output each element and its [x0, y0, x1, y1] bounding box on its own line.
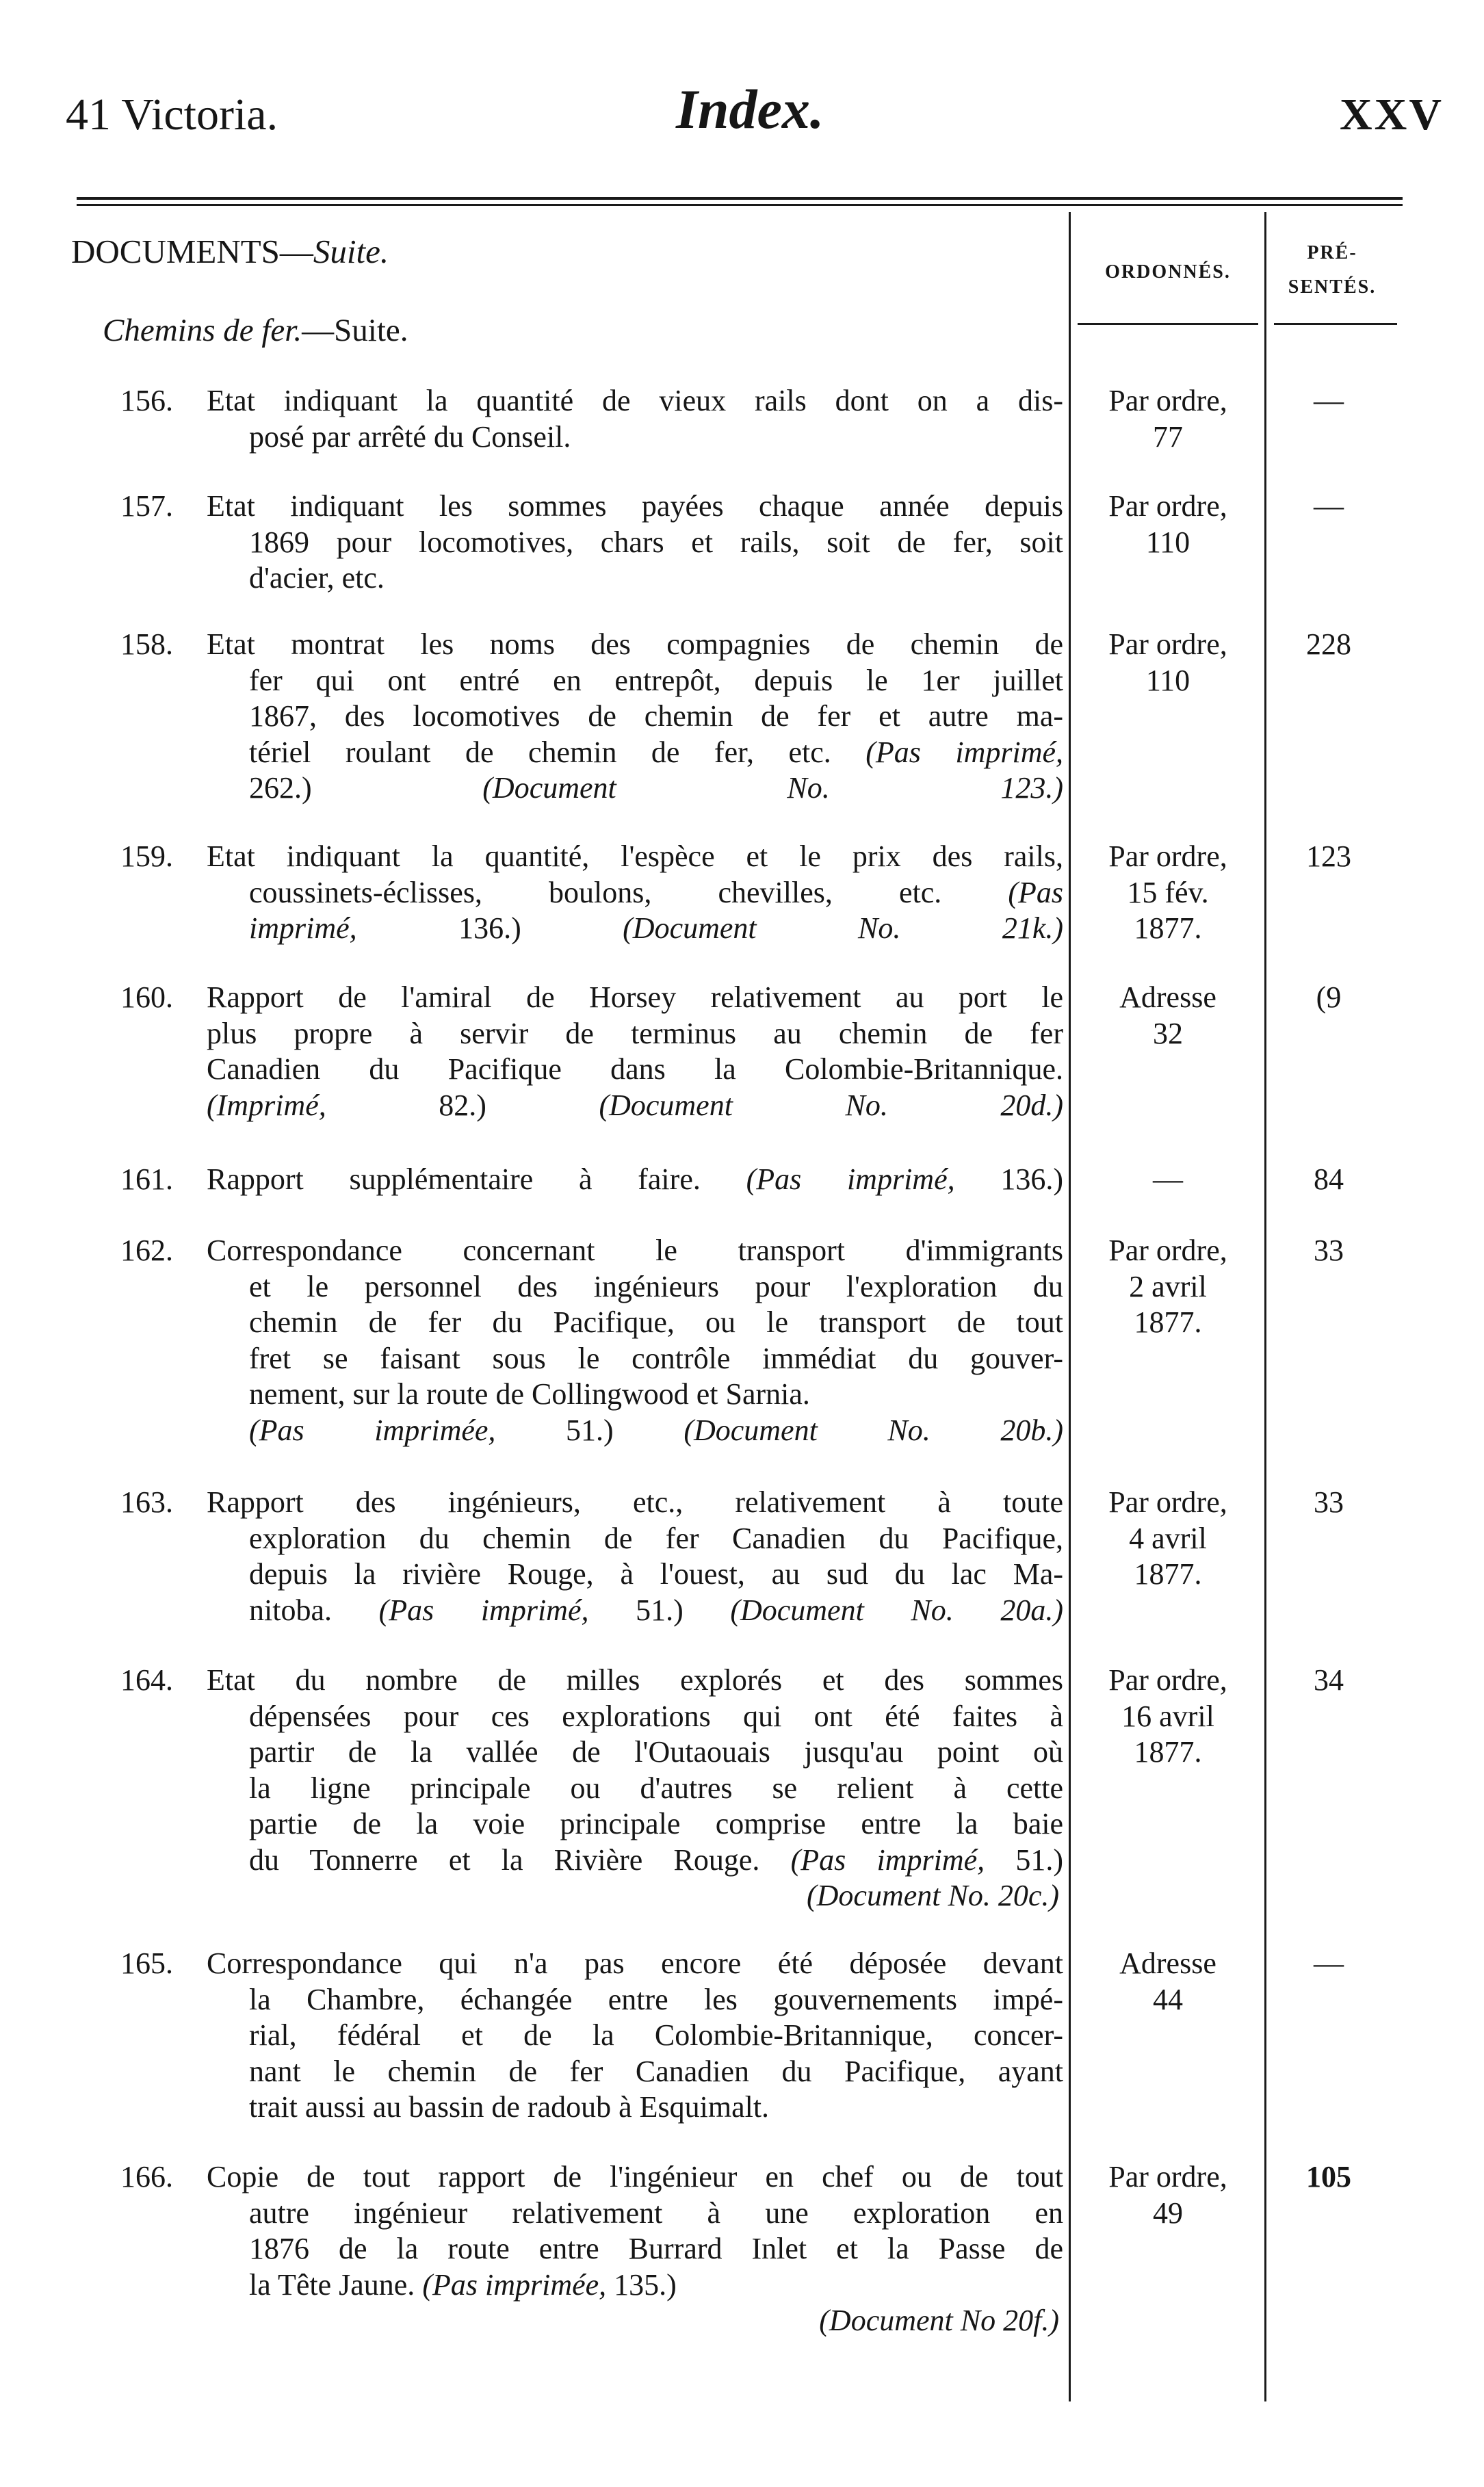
ordered-line: Par ordre,: [1108, 839, 1227, 873]
entry-line: Etat indiquant les sommes payées chaque année depuis: [207, 489, 1063, 523]
entry-line: posé par arrêté du Conseil.: [249, 419, 571, 454]
entry-note: (Imprimé,: [207, 1088, 326, 1122]
column-header-rule-presented: [1274, 323, 1397, 325]
document-reference: (Document No. 20b.): [684, 1413, 1063, 1447]
presented-cell-162: 33: [1314, 1234, 1344, 1267]
ordered-line: 15 fév.: [1127, 875, 1209, 909]
entry-line: [207, 1413, 1063, 1449]
entry-note-number: 51.): [1015, 1843, 1064, 1877]
entry-line: Etat indiquant la quantité de vieux rails dont on a dis-: [207, 384, 1063, 417]
entry-line-text: Rapport supplémentaire à faire.: [207, 1162, 701, 1196]
entry-note-group: [791, 1843, 1063, 1877]
ordered-cell-158: [1078, 627, 1258, 699]
ordered-line: 110: [1145, 663, 1190, 697]
ordered-line: 32: [1153, 1016, 1183, 1050]
entry-text: [207, 1663, 1063, 1914]
entry-line: Canadien du Pacifique dans la Colombie-Britannique.: [207, 1052, 1063, 1086]
entry-line: plus propre à servir de terminus au chemin de fer: [207, 1016, 1063, 1050]
column-divider-right: [1264, 212, 1266, 2401]
entry-note-number: 135.): [614, 2267, 677, 2302]
entry-text: [207, 1162, 1063, 1198]
entry-159: [120, 839, 1063, 947]
entry-line: rial, fédéral et de la Colombie-Britannique, concer-: [249, 2018, 1063, 2052]
ordered-line: Par ordre,: [1108, 384, 1227, 417]
entry-number: 166.: [120, 2160, 173, 2193]
entry-line: partie de la voie principale comprise entre la baie: [249, 1807, 1063, 1840]
presented-cell-163: 33: [1314, 1485, 1344, 1519]
ordered-line: 77: [1153, 419, 1183, 454]
entry-note: (Pas imprimée,: [422, 2267, 607, 2302]
ordered-line: Par ordre,: [1108, 1485, 1227, 1519]
header-rule-top: [77, 197, 1403, 200]
ordered-line: 4 avril: [1129, 1521, 1207, 1555]
document-reference: (Document No. 20d.): [599, 1088, 1063, 1122]
entry-line: Etat montrat les noms des compagnies de chemin de: [207, 627, 1063, 661]
entry-line-text: nitoba.: [249, 1593, 332, 1627]
section-title: [71, 231, 389, 272]
entry-number: 157.: [120, 489, 173, 523]
ordered-line: Par ordre,: [1108, 627, 1227, 661]
entry-text: [207, 980, 1063, 1123]
entry-line: nement, sur la route de Collingwood et Sarnia.: [249, 1377, 810, 1411]
entry-164: [120, 1663, 1063, 1914]
entry-158: [120, 627, 1063, 807]
entry-157: [120, 489, 1063, 597]
entry-line: Correspondance concernant le transport d'immigrants: [207, 1234, 1063, 1267]
document-reference: (Document No 20f.): [819, 2304, 1059, 2337]
ordered-cell-166: [1078, 2159, 1258, 2231]
entry-note: (Pas imprimé,: [746, 1162, 955, 1196]
ordered-line: 1877.: [1134, 911, 1202, 945]
entry-line: la Chambre, échangée entre les gouvernements impé-: [249, 1982, 1063, 2016]
entry-number: 163.: [120, 1485, 173, 1519]
entry-line: [207, 1593, 1063, 1629]
ordered-line: 1877.: [1134, 1735, 1202, 1769]
entry-165: [120, 1946, 1063, 2126]
ordered-line: 16 avril: [1121, 1699, 1214, 1733]
document-reference: (Document No. 123.): [482, 771, 1063, 805]
ordered-line: Adresse: [1119, 980, 1216, 1014]
running-header-left: 41 Victoria.: [66, 90, 278, 140]
entry-line-text: la Tête Jaune.: [249, 2267, 415, 2302]
subsection-title-dash: —: [302, 313, 335, 348]
ordered-cell-161: [1078, 1162, 1258, 1198]
entry-line: [207, 770, 1063, 807]
presented-cell-159: 123: [1306, 839, 1351, 873]
entry-text: [207, 489, 1063, 597]
entry-line: exploration du chemin de fer Canadien du Pacifique,: [249, 1521, 1063, 1555]
ordered-cell-157: [1078, 489, 1258, 560]
entry-line: [207, 2267, 1063, 2304]
subsection-title: [103, 311, 408, 350]
presented-cell-160: (9: [1316, 980, 1342, 1014]
presented-cell-165: —: [1314, 1946, 1344, 1980]
entry-line: d'acier, etc.: [249, 561, 385, 595]
subsection-title-text: Chemins de fer.: [103, 313, 302, 348]
entry-line: autre ingénieur relativement à une exploration en: [249, 2196, 1063, 2230]
entry-line: Etat indiquant la quantité, l'espèce et le prix des rails,: [207, 839, 1063, 873]
entry-number: 161.: [120, 1162, 173, 1196]
entry-number: 159.: [120, 839, 173, 873]
entry-note: (Pas imprimé,: [865, 735, 1063, 769]
entry-line: [207, 1162, 1063, 1198]
entry-160: [120, 980, 1063, 1123]
entry-text: [207, 2159, 1063, 2339]
entry-note: (Pas imprimée,: [249, 1413, 496, 1447]
entry-line: partir de la vallée de l'Outaouais jusqu'au point où: [249, 1735, 1063, 1769]
entry-text: [207, 839, 1063, 947]
entry-line: [207, 735, 1063, 771]
entry-line: et le personnel des ingénieurs pour l'exploration du: [249, 1269, 1063, 1303]
entry-line-text: coussinets-éclisses, boulons, chevilles, etc.: [249, 875, 942, 909]
column-divider-left: [1069, 212, 1071, 2401]
entry-number: 165.: [120, 1946, 173, 1980]
entry-line: 1876 de la route entre Burrard Inlet et la Passe de: [249, 2232, 1063, 2265]
document-reference: (Document No. 20a.): [730, 1593, 1063, 1627]
entry-line: Rapport de l'amiral de Horsey relativement au port le: [207, 980, 1063, 1014]
ordered-line: Par ordre,: [1108, 489, 1227, 523]
ordered-line: —: [1153, 1162, 1183, 1196]
entry-text: [207, 627, 1063, 807]
ordered-cell-162: [1078, 1233, 1258, 1341]
ordered-cell-164: [1078, 1663, 1258, 1771]
entry-note: (Pas imprimé,: [790, 1843, 985, 1877]
entry-156: [120, 383, 1063, 455]
ordered-cell-165: [1078, 1946, 1258, 2018]
ordered-line: 1877.: [1134, 1557, 1202, 1591]
entry-text: [207, 1233, 1063, 1448]
section-title-dash: —: [279, 233, 313, 270]
entry-line: [207, 875, 1063, 911]
section-title-suite: Suite.: [313, 233, 389, 270]
entry-161: [120, 1162, 1063, 1198]
entry-number: 160.: [120, 980, 173, 1014]
page-number: XXV: [1340, 90, 1444, 140]
entry-162: [120, 1233, 1063, 1448]
ordered-line: 1877.: [1134, 1305, 1202, 1339]
entry-line: fer qui ont entré en entrepôt, depuis le 1er juillet: [249, 663, 1063, 697]
header-rule-bottom: [77, 204, 1403, 206]
entry-note-number: 51.): [566, 1413, 614, 1447]
presented-cell-156: —: [1314, 384, 1344, 417]
entry-line: Etat du nombre de milles explorés et des sommes: [207, 1663, 1063, 1697]
entry-line: [207, 911, 1063, 947]
entry-note-group: [207, 1089, 486, 1122]
ordered-line: Par ordre,: [1108, 1234, 1227, 1267]
entry-number: 164.: [120, 1663, 173, 1697]
entry-number: 162.: [120, 1234, 173, 1267]
entry-line: nant le chemin de fer Canadien du Pacifique, ayant: [249, 2054, 1063, 2088]
entry-line: Correspondance qui n'a pas encore été déposée devant: [207, 1946, 1063, 1980]
ordered-cell-160: [1078, 980, 1258, 1052]
entry-note-number: 82.): [439, 1088, 486, 1122]
entry-text: [207, 1946, 1063, 2126]
entry-number: 156.: [120, 384, 173, 417]
document-reference: (Document No. 20c.): [806, 1879, 1059, 1912]
entry-note-number: 136.): [1000, 1162, 1063, 1196]
document-reference: (Document No. 21k.): [623, 911, 1064, 945]
entry-line: 1869 pour locomotives, chars et rails, soit de fer, soit: [249, 525, 1063, 559]
presented-cell-166: 105: [1306, 2160, 1351, 2193]
column-header-presented-line2: SENTÉS.: [1288, 276, 1377, 298]
presented-cell-161: 84: [1314, 1162, 1344, 1196]
entry-text: [207, 1485, 1063, 1628]
entry-line: dépensées pour ces explorations qui ont été faites à: [249, 1699, 1063, 1733]
ordered-line: 44: [1153, 1982, 1183, 2016]
ordered-line: 2 avril: [1129, 1269, 1207, 1303]
entry-line: depuis la rivière Rouge, à l'ouest, au sud du lac Ma-: [249, 1557, 1063, 1591]
ordered-line: Adresse: [1119, 1946, 1216, 1980]
entry-line: la ligne principale ou d'autres se relient à cette: [249, 1771, 1063, 1805]
entry-line-text: du Tonnerre et la Rivière Rouge.: [249, 1843, 760, 1877]
entry-note-group: [249, 1414, 614, 1447]
running-header-title: Index.: [676, 78, 824, 140]
entry-note: imprimé,: [249, 911, 357, 945]
section-title-text: DOCUMENTS: [71, 233, 280, 270]
entry-note-number: 136.): [458, 911, 521, 945]
column-header-presented-line1: PRÉ-: [1307, 242, 1357, 263]
entry-note-number: 262.): [249, 771, 312, 805]
ordered-cell-159: [1078, 839, 1258, 947]
entry-line: fret se faisant sous le contrôle immédiat du gouver-: [249, 1341, 1063, 1375]
entry-163: [120, 1485, 1063, 1628]
entry-note: (Pas imprimé,: [378, 1593, 589, 1627]
column-header-ordered: ORDONNÉS.: [1105, 261, 1231, 283]
entry-166: [120, 2159, 1063, 2339]
ordered-line: Par ordre,: [1108, 1663, 1227, 1697]
entry-line: [207, 1088, 1063, 1124]
entry-line: 1867, des locomotives de chemin de fer et autre ma-: [249, 699, 1063, 733]
presented-cell-158: 228: [1306, 627, 1351, 661]
entry-note-group: [746, 1162, 1063, 1196]
entry-line: chemin de fer du Pacifique, ou le transport de tout: [249, 1305, 1063, 1339]
entry-line-text: tériel roulant de chemin de fer, etc.: [249, 735, 831, 769]
entry-line: [207, 1843, 1063, 1879]
column-header-rule-ordered: [1078, 323, 1258, 325]
ordered-line: 110: [1145, 525, 1190, 559]
entry-note-group: [379, 1593, 684, 1627]
entry-number: 158.: [120, 627, 173, 661]
presented-cell-164: 34: [1314, 1663, 1344, 1697]
entry-note-number: 51.): [636, 1593, 684, 1627]
entry-note: (Pas: [1008, 875, 1064, 909]
ordered-cell-156: [1078, 383, 1258, 455]
ordered-cell-163: [1078, 1485, 1258, 1593]
entry-text: [207, 383, 1063, 455]
subsection-title-suite: Suite.: [334, 313, 408, 348]
entry-line: Copie de tout rapport de l'ingénieur en chef ou de tout: [207, 2160, 1063, 2193]
ordered-line: Par ordre,: [1108, 2160, 1227, 2193]
ordered-line: 49: [1153, 2196, 1183, 2230]
entry-line: trait aussi au bassin de radoub à Esquimalt.: [249, 2090, 770, 2124]
entry-line: Rapport des ingénieurs, etc., relativement à toute: [207, 1485, 1063, 1519]
presented-cell-157: —: [1314, 489, 1344, 523]
entry-note-group: [422, 2268, 677, 2302]
